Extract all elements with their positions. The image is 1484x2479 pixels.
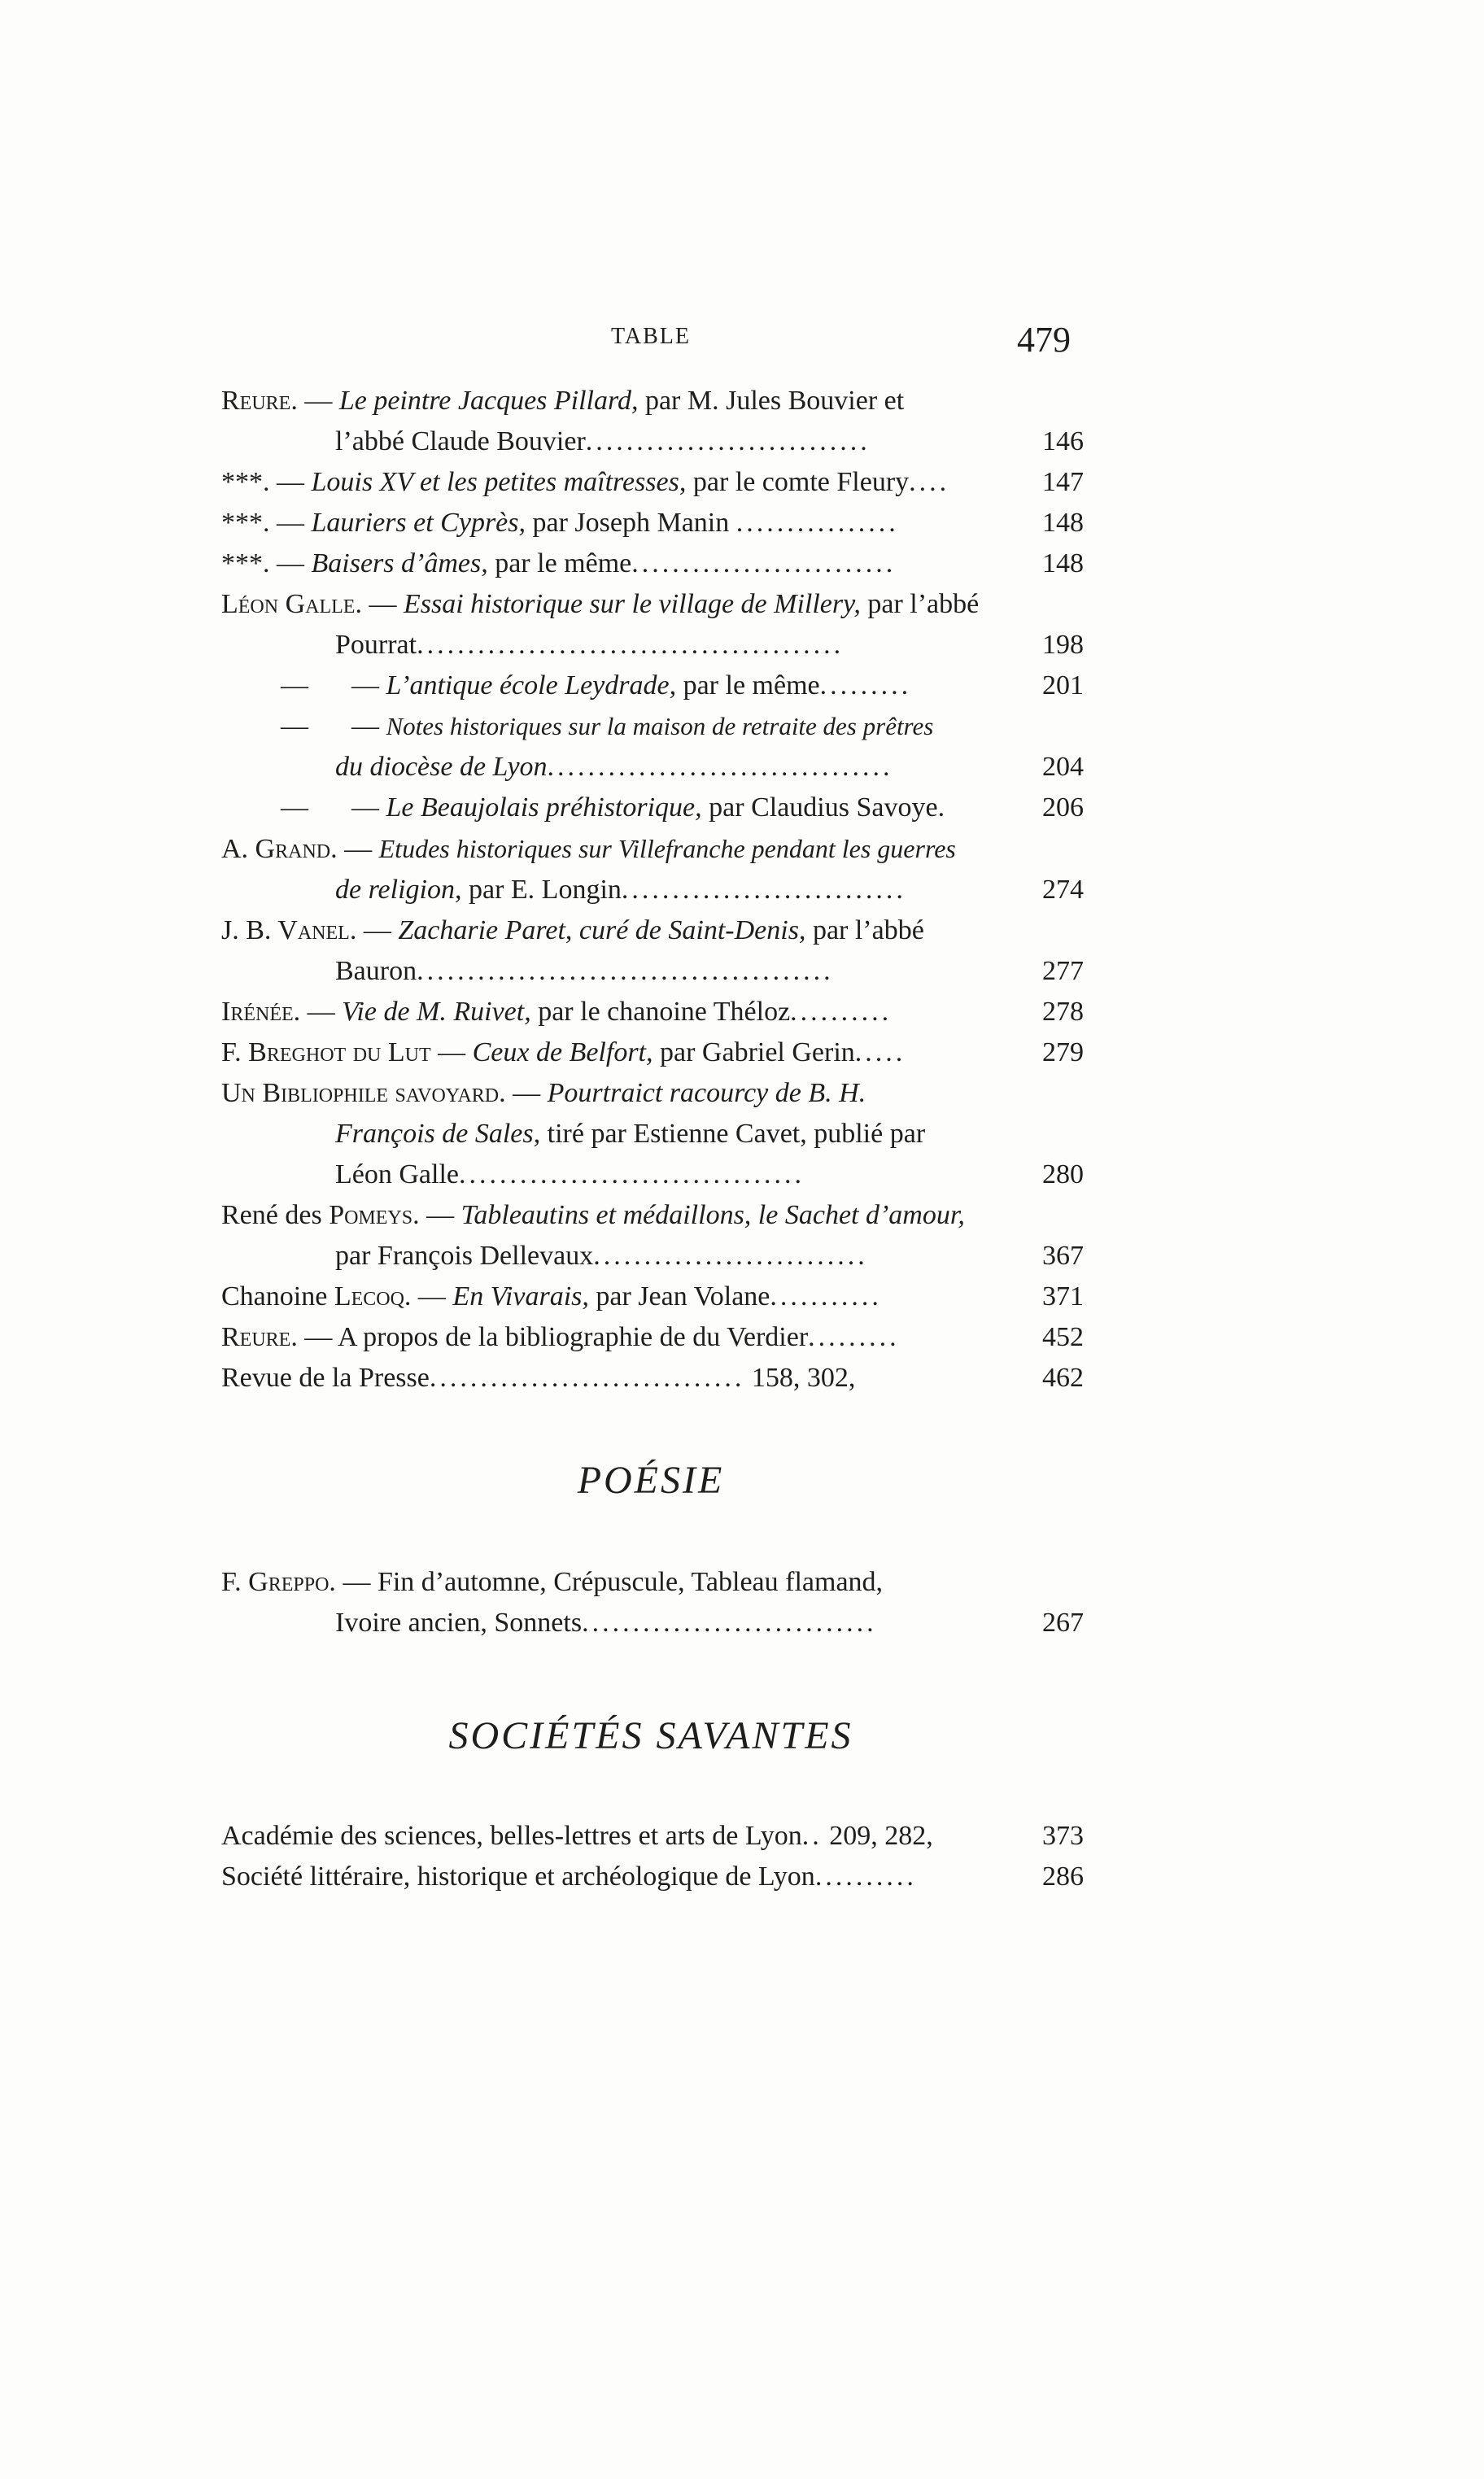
page-ref: 148: [1042, 508, 1084, 538]
page-ref: 267: [1042, 1608, 1084, 1638]
page-ref: 146: [1042, 426, 1084, 456]
page-ref: 286: [1042, 1861, 1084, 1892]
list-item: Irénée. — Vie de M. Ruivet, par le chanoine Théloz.......... 278: [221, 992, 1084, 1032]
running-header-title: TABLE: [611, 324, 691, 349]
list-item: Chanoine Lecoq. — En Vivarais, par Jean Volane........... 371: [221, 1277, 1084, 1317]
list-item: — — Notes historiques sur la maison de retraite des prêtres du diocèse de Lyon.................................. 204: [221, 706, 1084, 788]
page-ref: 206: [1042, 792, 1084, 823]
list-item: ***. — Baisers d’âmes, par le même.......................... 148: [221, 543, 1084, 584]
table-of-contents: [221, 381, 1084, 1399]
list-item: F. Breghot du Lut — Ceux de Belfort, par Gabriel Gerin..... 279: [221, 1032, 1084, 1073]
list-item: Reure. — A propos de la bibliographie de du Verdier......... 452: [221, 1317, 1084, 1358]
page-ref: 371: [1042, 1281, 1084, 1312]
list-item: Société littéraire, historique et archéologique de Lyon.......... 286: [221, 1857, 1084, 1897]
section-title-poesie: POÉSIE: [577, 1459, 725, 1502]
page-ref: 198: [1042, 630, 1084, 660]
societes-section: [221, 1816, 1084, 1897]
page-ref: 277: [1042, 956, 1084, 986]
list-item: ***. — Lauriers et Cyprès, par Joseph Manin ................ 148: [221, 503, 1084, 543]
list-item: Un Bibliophile savoyard. — Pourtraict racourcy de B. H. François de Sales, tiré par Estienne Cavet, publié par Léon Galle.................................. 280: [221, 1073, 1084, 1195]
list-item: — — L’antique école Leydrade, par le même......... 201: [221, 666, 1084, 706]
list-item: F. Greppo. — Fin d’automne, Crépuscule, Tableau flamand, Ivoire ancien, Sonnets............................. 267: [221, 1562, 1084, 1643]
list-item: — — Le Beaujolais préhistorique, par Claudius Savoye. 206: [221, 788, 1084, 828]
page-ref: 452: [1042, 1322, 1084, 1352]
page-ref: 147: [1042, 467, 1084, 497]
list-item: Revue de la Presse............................... 158, 302, 462: [221, 1358, 1084, 1399]
list-item: ***. — Louis XV et les petites maîtresses, par le comte Fleury.... 147: [221, 462, 1084, 503]
page-ref: 367: [1042, 1241, 1084, 1271]
list-item: Académie des sciences, belles-lettres et arts de Lyon.. 209, 282, 373: [221, 1816, 1084, 1857]
list-item: J. B. Vanel. — Zacharie Paret, curé de Saint-Denis, par l’abbé Bauron......................................... 277: [221, 910, 1084, 992]
list-item: Reure. — Le peintre Jacques Pillard, par M. Jules Bouvier et l’abbé Claude Bouvier............................ 146: [221, 381, 1084, 462]
poesie-section: [221, 1562, 1084, 1643]
section-title-societes-savantes: SOCIÉTÉS SAVANTES: [448, 1714, 853, 1757]
page-number: 479: [1017, 320, 1071, 360]
page-ref: 278: [1042, 997, 1084, 1027]
list-item: A. Grand. — Etudes historiques sur Villefranche pendant les guerres de religion, par E. Longin............................ 274: [221, 828, 1084, 910]
page-ref: 274: [1042, 875, 1084, 905]
page-ref: 279: [1042, 1037, 1084, 1067]
page-ref: 462: [1042, 1363, 1084, 1393]
page-ref: 201: [1042, 670, 1084, 700]
list-item: René des Pomeys. — Tableautins et médaillons, le Sachet d’amour, par François Dellevaux........................... 367: [221, 1195, 1084, 1277]
page-ref: 148: [1042, 548, 1084, 578]
page-ref: 204: [1042, 752, 1084, 782]
list-item: Léon Galle. — Essai historique sur le village de Millery, par l’abbé Pourrat.......................................... 198: [221, 584, 1084, 666]
page-ref: 280: [1042, 1159, 1084, 1189]
page-ref: 373: [1042, 1821, 1084, 1851]
